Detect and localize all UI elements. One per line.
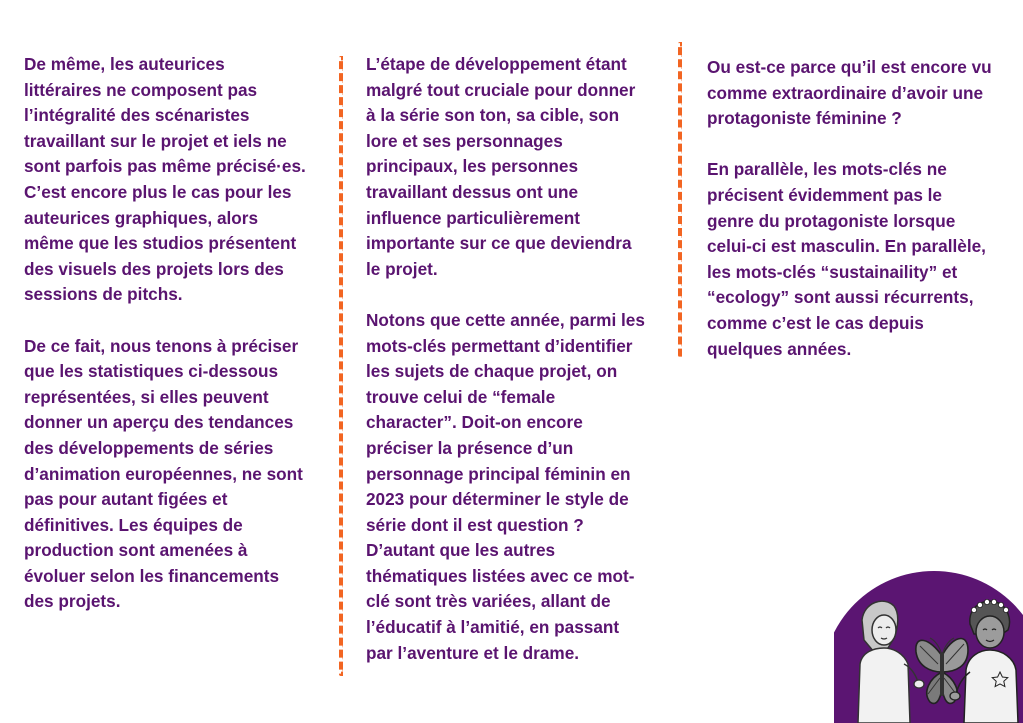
illustration-svg — [834, 568, 1023, 723]
children-with-butterfly-illustration — [834, 568, 1023, 723]
text-column-right — [707, 55, 1017, 388]
paragraph-female-protagonist-question: Ou est-ce parce qu’il est encore vu comme extraordinaire d’avoir une protagoniste féminine ? — [707, 57, 992, 129]
paragraph-studio-credits: De même, les auteurices littéraires ne composent pas l’intégralité des scénaristes travaillant sur le projet et iels ne sont parfois pas même précisé·es. C’est encore plus le cas pour les auteurices graphiques, alors même que les studios présentent des visuels des projets lors des sessions de pitchs. — [24, 54, 306, 305]
column-divider-right — [678, 42, 686, 357]
paragraph-keywords-ecology: En parallèle, les mots-clés ne précisent évidemment pas le genre du protagoniste lorsque celui-ci est masculin. En parallèle, les mots-clés “sustainaility” et “ecology” sont aussi récurrents, comme c’est le cas depuis quelques années. — [707, 159, 986, 359]
text-column-middle — [366, 52, 666, 692]
paragraph-female-character-keyword: Notons que cette année, parmi les mots-clés permettant d’identifier les sujets de chaque projet, on trouve celui de “female character”. Doit-on encore préciser la présence d’un personnage principal féminin en 2023 pour déterminer le style de série dont il est question ? D’autant que les autres thématiques listées avec ce mot- clé sont très variées, allant de l’éducatif à l’amitié, en passant par l’aventure et le drame. — [366, 309, 645, 663]
text-column-left — [24, 52, 324, 641]
paragraph-statistics-disclaimer: De ce fait, nous tenons à préciser que les statistiques ci-dessous représentées, si elles peuvent donner un aperçu des tendances des développements de séries d’animation européennes, ne sont pas pour autant figées et définitives. Les équipes de production sont amenées à évoluer selon les financements des projets. — [24, 335, 303, 612]
paragraph-development-stage: L’étape de développement étant malgré tout cruciale pour donner à la série son ton, sa cible, son lore et ses personnages principaux, les personnes travaillant dessus ont une influence particulièrement importante sur ce que deviendra le projet. — [366, 54, 636, 279]
column-divider-left — [339, 56, 347, 676]
